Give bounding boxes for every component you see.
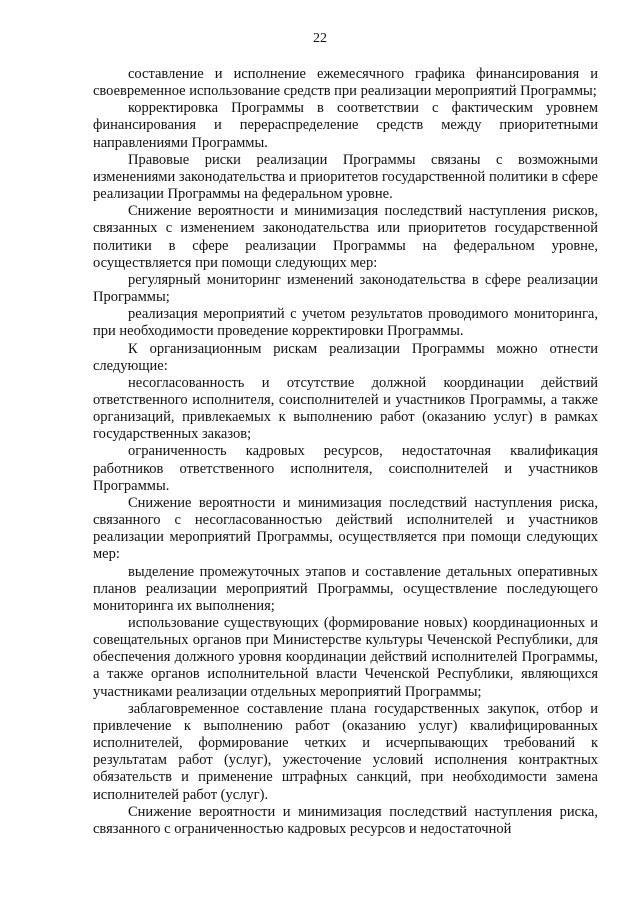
paragraph-14: Снижение вероятности и минимизация последствий наступления риска, связанного с ограниченностью кадровых ресурсов и недостаточной [93,803,598,837]
paragraph-12: использование существующих (формирование новых) координационных и совещательных органов при Министерстве культуры Чеченской Республики, для обеспечения должного уровня координации действий исполнителей Программы, а также органов исполнительной власти Чеченской Республики, являющихся участниками реализации отдельных мероприятий Программы; [93,615,598,700]
paragraph-4: Снижение вероятности и минимизация последствий наступления рисков, связанных с изменением законодательства или приоритетов государственной политики в сфере реализации Программы на федеральном уровне, осуществляется при помощи следующих мер: [93,203,598,271]
paragraph-13: заблаговременное составление плана государственных закупок, отбор и привлечение к выполнению работ (оказанию услуг) квалифицированных исполнителей, формирование четких и исчерпывающих требований к результатам работ (услуг), ужесточение условий исполнения контрактных обязательств и применение штрафных санкций, при необходимости замена исполнителей работ (услуг). [93,700,598,803]
paragraph-2: корректировка Программы в соответствии с фактическим уровнем финансирования и перераспределение средств между приоритетными направлениями Программы. [93,100,598,151]
paragraph-7: К организационным рискам реализации Программы можно отнести следующие: [93,340,598,374]
paragraph-3: Правовые риски реализации Программы связаны с возможными изменениями законодательства и приоритетов государственной политики в сфере реализации Программы на федеральном уровне. [93,151,598,203]
paragraph-10: Снижение вероятности и минимизация последствий наступления риска, связанного с несогласованностью действий исполнителей и участников реализации мероприятий Программы, осуществляется при помощи следующих мер: [93,494,598,563]
document-body [93,66,598,838]
paragraph-5: регулярный мониторинг изменений законодательства в сфере реализации Программы; [93,271,598,306]
paragraph-9: ограниченность кадровых ресурсов, недостаточная квалификация работников ответственного исполнителя, соисполнителей и участников Программы. [93,443,598,494]
paragraph-1: составление и исполнение ежемесячного графика финансирования и своевременное использование средств при реализации мероприятий Программы; [93,66,598,100]
paragraph-8: несогласованность и отсутствие должной координации действий ответственного исполнителя, соисполнителей и участников Программы, а также организаций, привлекаемых к выполнению работ (оказанию услуг) в рамках государственных заказов; [93,374,598,443]
paragraph-6: реализация мероприятий с учетом результатов проводимого мониторинга, при необходимости проведение корректировки Программы. [93,306,598,340]
page-number: 22 [313,31,327,46]
paragraph-11: выделение промежуточных этапов и составление детальных оперативных планов реализации мероприятий Программы, осуществление последующего мониторинга их выполнения; [93,563,598,614]
